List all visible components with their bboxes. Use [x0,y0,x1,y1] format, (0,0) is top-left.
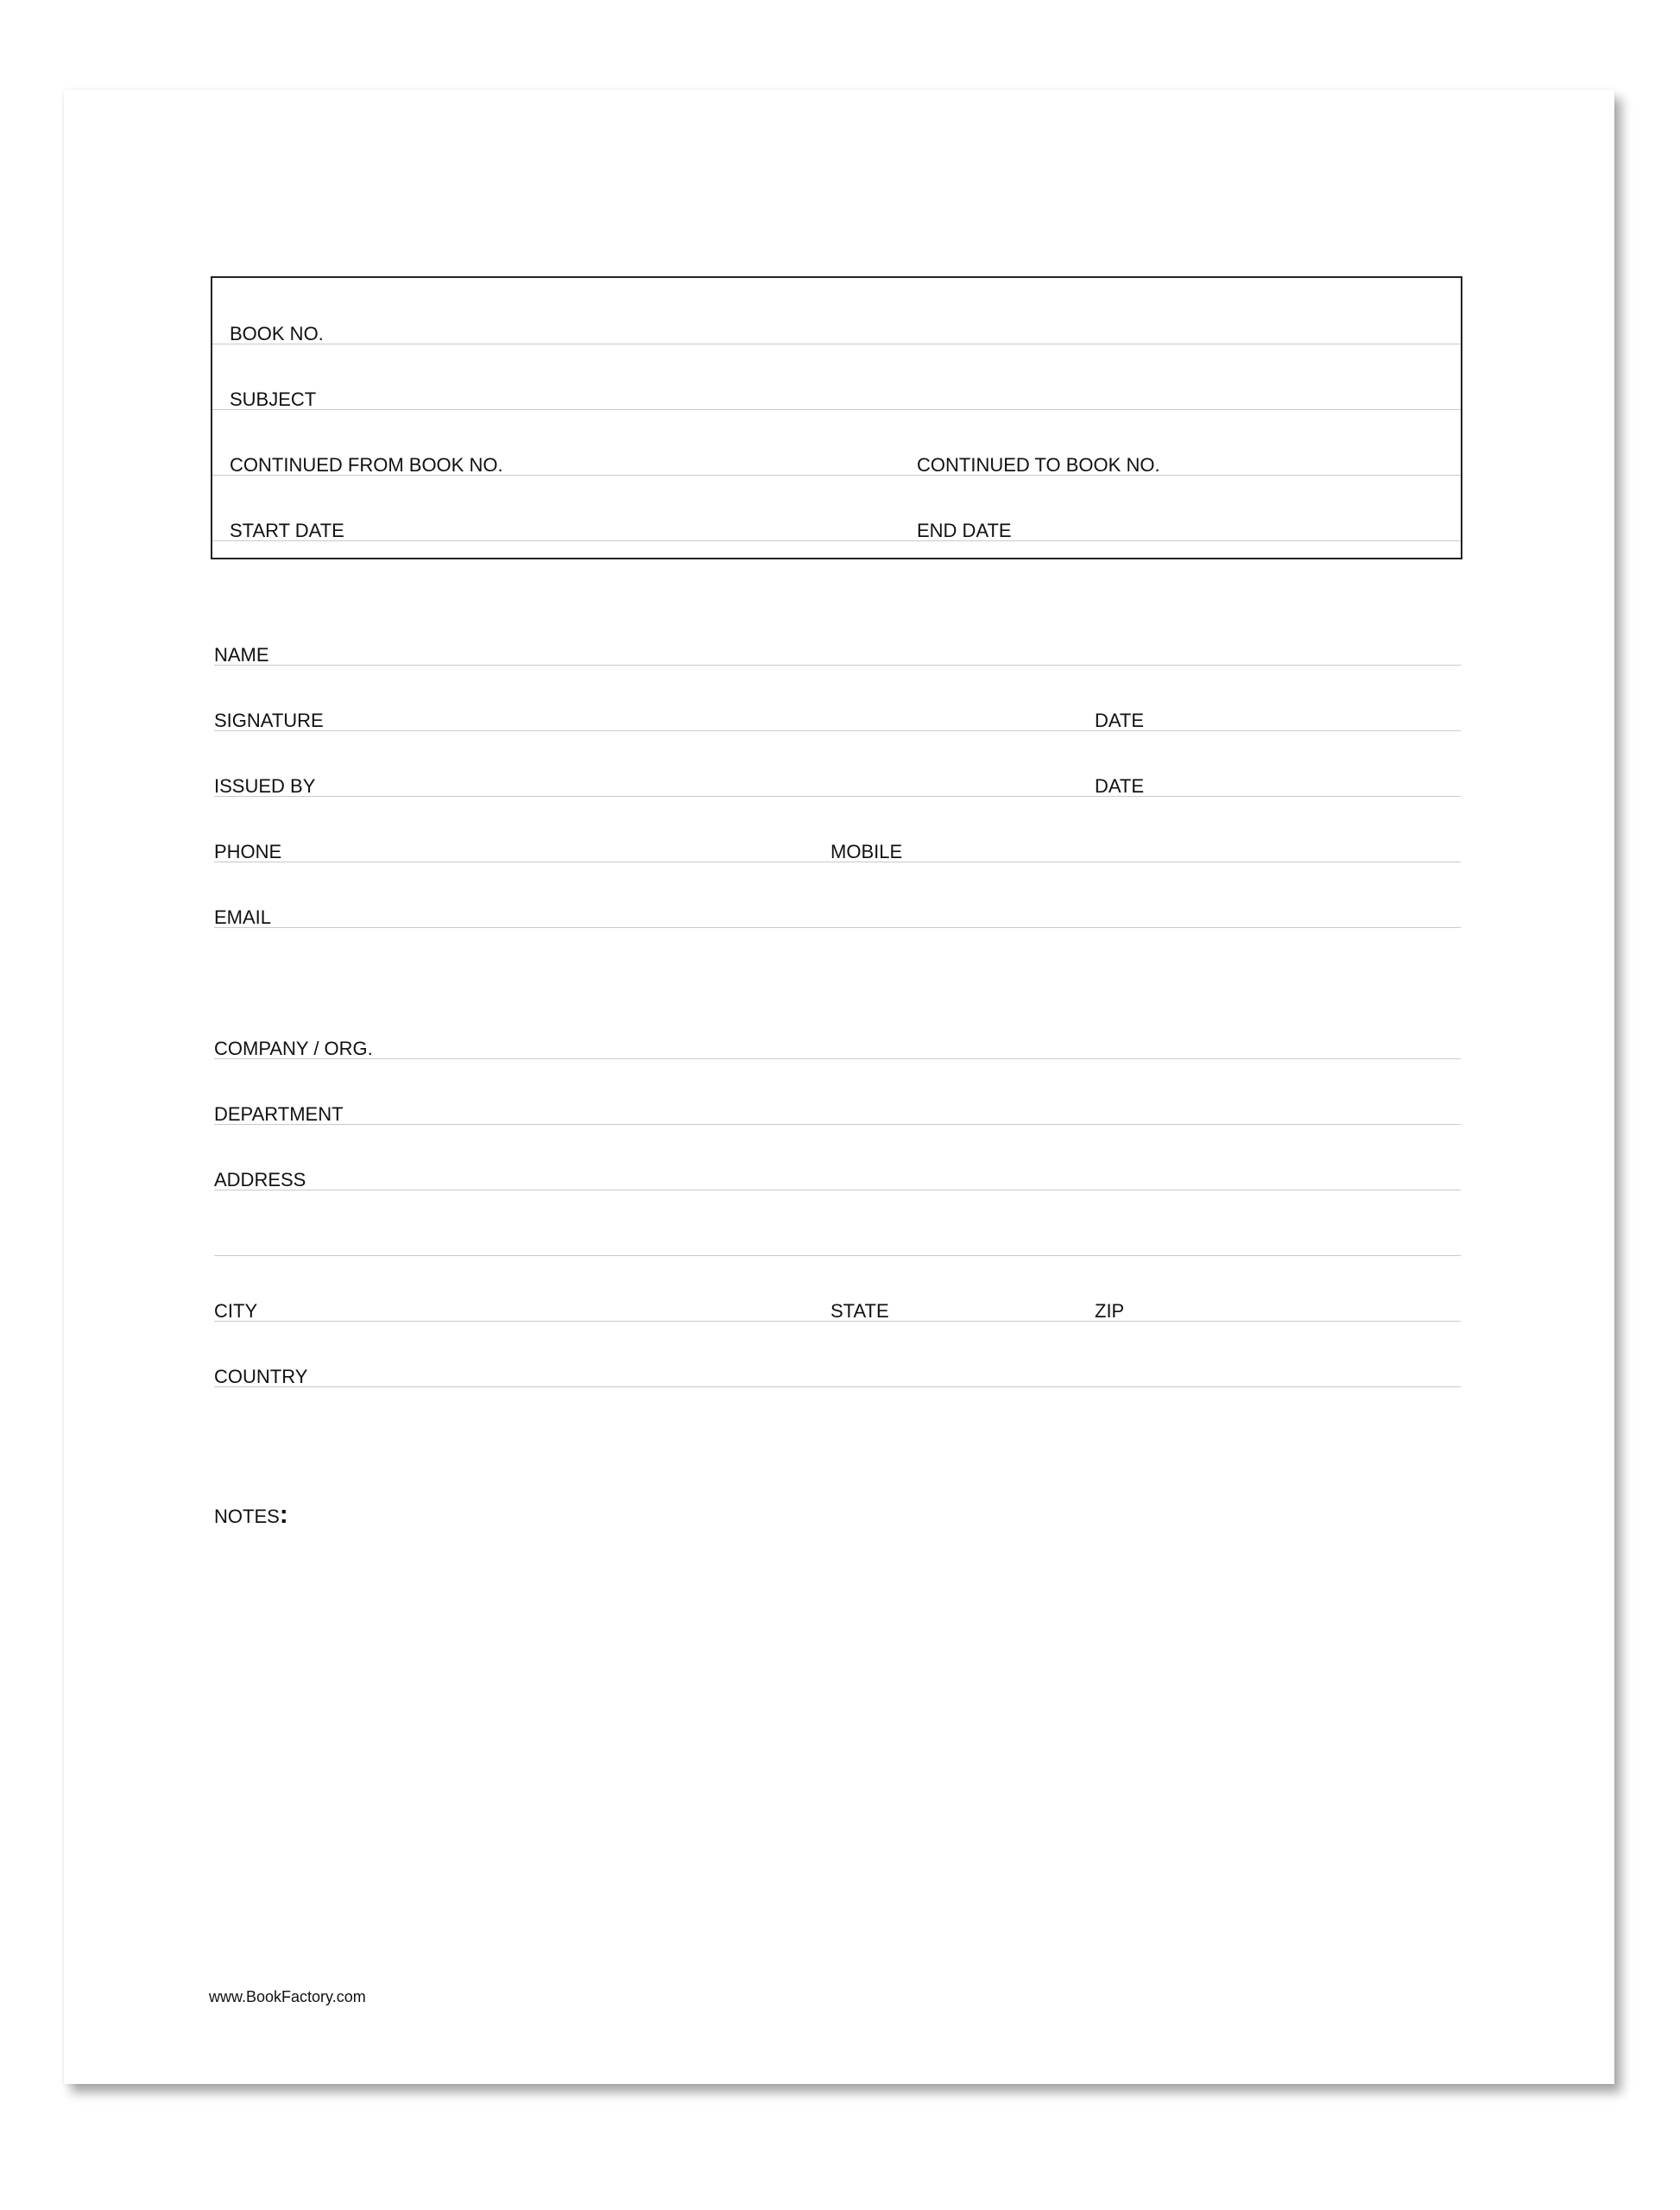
issued-by-label: ISSUED BY [214,775,316,797]
email-label: EMAIL [214,906,272,928]
company-line [214,1024,1461,1059]
notes-heading [214,1502,288,1530]
phone-label: PHONE [214,841,282,862]
name-line [214,630,1461,666]
continued-from-label: CONTINUED FROM BOOK NO. [230,454,503,476]
issued-date-label: DATE [1095,775,1145,797]
state-label: STATE [831,1300,889,1322]
zip-label: ZIP [1095,1300,1125,1322]
phone-line [214,827,1461,862]
department-label: DEPARTMENT [214,1103,344,1125]
mobile-label: MOBILE [831,841,903,862]
continued-to-label: CONTINUED TO BOOK NO. [917,454,1160,476]
city-line [214,1286,1461,1322]
department-line [214,1089,1461,1125]
continued-row [212,409,1461,476]
country-label: COUNTRY [214,1366,308,1387]
signature-line [214,696,1461,731]
book-no-row [212,278,1461,344]
address-line-2 [214,1221,1461,1256]
book-info-box [211,276,1462,559]
subject-row [212,344,1461,410]
book-no-label: BOOK NO. [230,323,324,344]
signature-date-label: DATE [1095,710,1145,731]
city-label: CITY [214,1300,258,1322]
end-date-label: END DATE [917,520,1012,541]
company-label: COMPANY / ORG. [214,1038,373,1059]
subject-label: SUBJECT [230,388,317,410]
name-label: NAME [214,644,269,666]
dates-row [212,475,1461,541]
start-date-label: START DATE [230,520,344,541]
address-line [214,1155,1461,1190]
country-line [214,1352,1461,1387]
email-line [214,893,1461,928]
website-footer: www.BookFactory.com [209,1988,366,2005]
issued-by-line [214,761,1461,797]
signature-label: SIGNATURE [214,710,324,731]
notes-label: NOTES [214,1506,280,1527]
address-label: ADDRESS [214,1169,306,1190]
notes-colon: : [279,1500,288,1529]
form-page [64,90,1614,2084]
